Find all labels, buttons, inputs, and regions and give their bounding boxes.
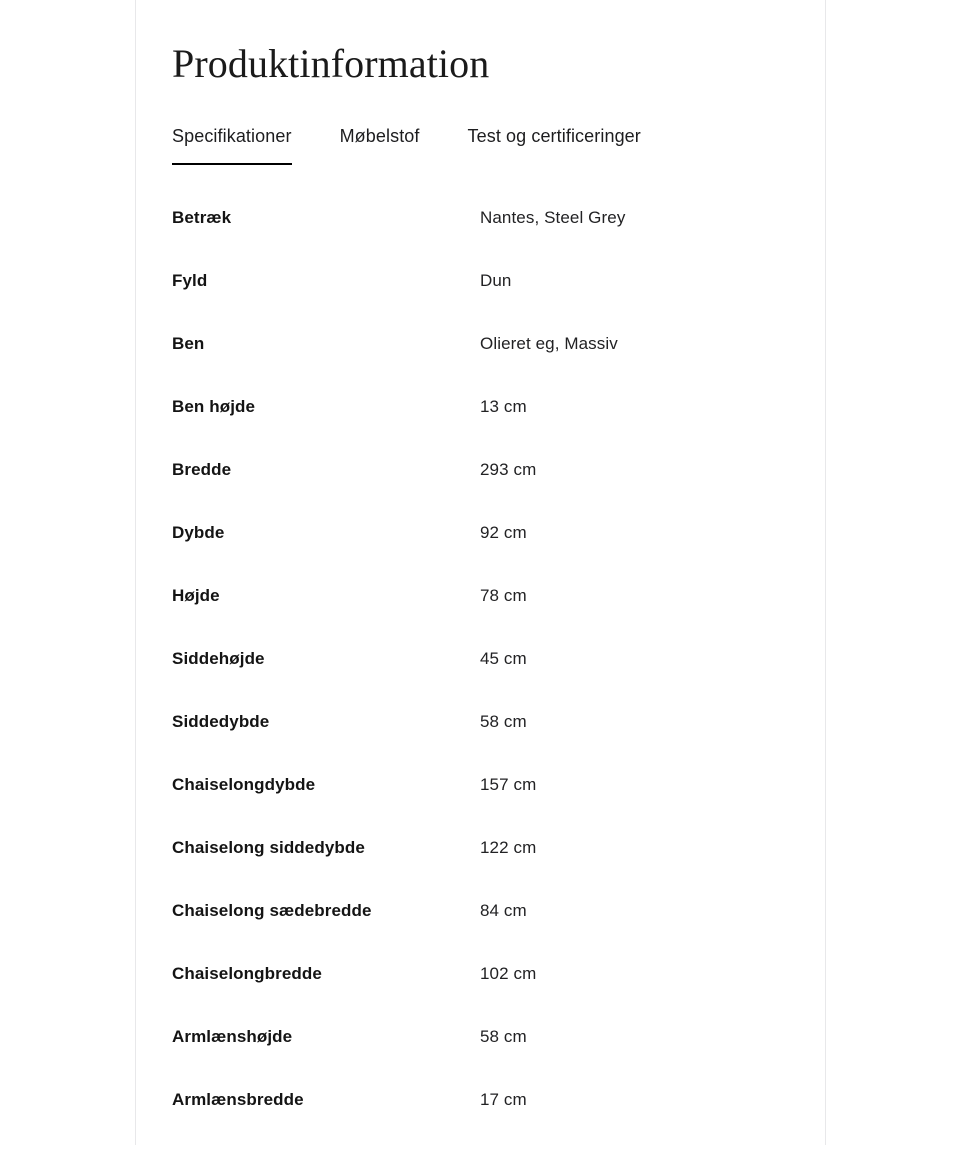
spec-label: Ben bbox=[172, 334, 205, 354]
spec-label: Fyld bbox=[172, 271, 208, 291]
table-row bbox=[172, 270, 789, 333]
table-row bbox=[172, 459, 789, 522]
spec-value: 157 cm bbox=[480, 775, 537, 795]
spec-value: 17 cm bbox=[480, 1090, 527, 1110]
spec-label: Højde bbox=[172, 586, 220, 606]
tab-indicator bbox=[340, 163, 420, 165]
table-row bbox=[172, 333, 789, 396]
spec-label: Chaiselong sædebredde bbox=[172, 901, 372, 921]
table-row bbox=[172, 900, 789, 963]
spec-label: Armlænsbredde bbox=[172, 1090, 304, 1110]
spec-value: Dun bbox=[480, 271, 512, 291]
spec-label: Siddedybde bbox=[172, 712, 270, 732]
spec-value: 122 cm bbox=[480, 838, 537, 858]
table-row bbox=[172, 648, 789, 711]
spec-label: Betræk bbox=[172, 208, 232, 228]
tab-mobelstof[interactable] bbox=[340, 125, 420, 165]
spec-label: Chaiselongdybde bbox=[172, 775, 316, 795]
table-row bbox=[172, 774, 789, 837]
spec-value: 293 cm bbox=[480, 460, 537, 480]
table-row bbox=[172, 711, 789, 774]
table-row bbox=[172, 1026, 789, 1089]
tab-test-og-certificeringer[interactable] bbox=[468, 125, 641, 165]
spec-label: Ben højde bbox=[172, 397, 256, 417]
specifications-table-body bbox=[172, 207, 789, 1152]
table-row bbox=[172, 396, 789, 459]
spec-label: Dybde bbox=[172, 523, 225, 543]
tab-label: Specifikationer bbox=[172, 126, 292, 147]
spec-value: 78 cm bbox=[480, 586, 527, 606]
specifications-table bbox=[172, 207, 789, 1152]
tab-specifikationer[interactable] bbox=[172, 125, 292, 165]
spec-value: Olieret eg, Massiv bbox=[480, 334, 618, 354]
tab-label: Test og certificeringer bbox=[467, 126, 641, 147]
spec-value: Nantes, Steel Grey bbox=[480, 208, 626, 228]
spec-label: Chaiselongbredde bbox=[172, 964, 322, 984]
spec-value: 84 cm bbox=[480, 901, 527, 921]
active-tab-indicator bbox=[172, 163, 292, 165]
table-row bbox=[172, 585, 789, 648]
spec-value: 58 cm bbox=[480, 712, 527, 732]
spec-value: 13 cm bbox=[480, 397, 527, 417]
spec-value: 45 cm bbox=[480, 649, 527, 669]
tab-label: Møbelstof bbox=[339, 126, 420, 147]
tab-bar bbox=[172, 125, 789, 165]
spec-label: Chaiselong siddedybde bbox=[172, 838, 365, 858]
spec-label: Armlænshøjde bbox=[172, 1027, 293, 1047]
right-column-rule bbox=[825, 0, 826, 1145]
spec-label: Bredde bbox=[172, 460, 232, 480]
spec-value: 92 cm bbox=[480, 523, 527, 543]
spec-value: 102 cm bbox=[480, 964, 537, 984]
spec-label: Siddehøjde bbox=[172, 649, 265, 669]
spec-value: 58 cm bbox=[480, 1027, 527, 1047]
content-column bbox=[136, 0, 825, 1145]
table-row bbox=[172, 963, 789, 1026]
table-row bbox=[172, 837, 789, 900]
table-row bbox=[172, 522, 789, 585]
table-row bbox=[172, 1089, 789, 1152]
tab-indicator bbox=[468, 163, 641, 165]
table-row bbox=[172, 207, 789, 270]
page-title: Produktinformation bbox=[172, 41, 490, 86]
